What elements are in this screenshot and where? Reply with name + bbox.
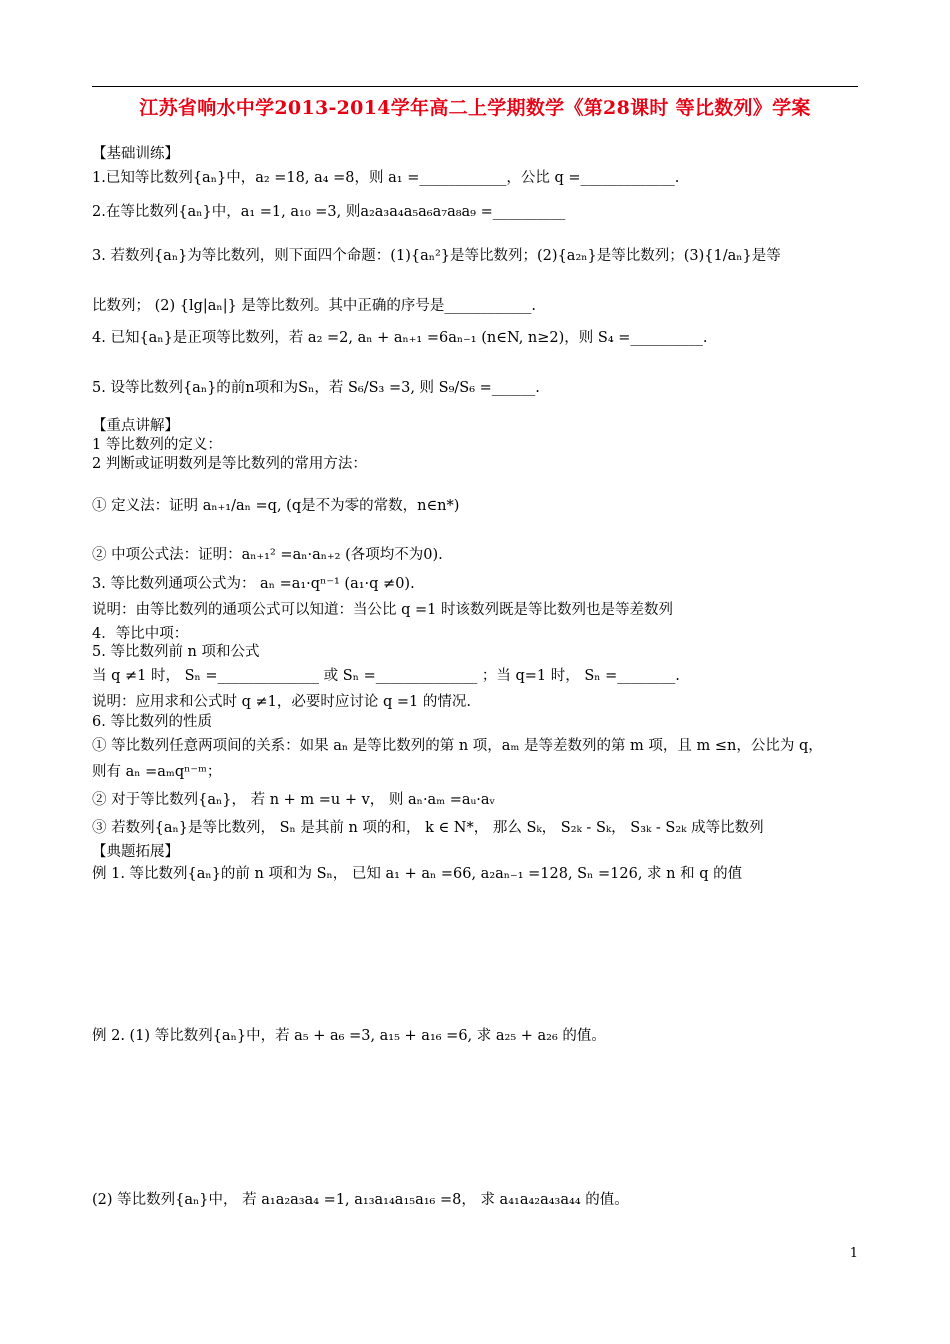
geometric-mean-heading: 4．等比中项： bbox=[92, 626, 189, 642]
section-examples: 【典题拓展】 bbox=[92, 844, 179, 860]
section-basic-training: 【基础训练】 bbox=[92, 146, 179, 162]
problem-5: 5. 设等比数列{aₙ}的前n项和为Sₙ，若 S₆/S₃ =3, 则 S₉/S₆ =______. bbox=[92, 380, 540, 396]
sum-formula-heading: 5. 等比数列前 n 项和公式 bbox=[92, 644, 260, 660]
method-definition: ① 定义法：证明 aₙ₊₁/aₙ =q, (q是不为零的常数，n∈n*) bbox=[92, 498, 460, 514]
general-term-formula: 3. 等比数列通项公式为： aₙ =a₁·qⁿ⁻¹ (a₁·q ≠0). bbox=[92, 576, 415, 592]
example-2-part-1: 例 2. (1) 等比数列{aₙ}中，若 a₅ + a₆ =3, a₁₅ + a₁₆ =6, 求 a₂₅ + a₂₆ 的值。 bbox=[92, 1028, 606, 1044]
property-1: ① 等比数列任意两项间的关系：如果 aₙ 是等比数列的第 n 项，aₘ 是等差数列的第 m 项，且 m ≤n，公比为 q， bbox=[92, 738, 823, 754]
property-1-formula: 则有 aₙ =aₘqⁿ⁻ᵐ； bbox=[92, 764, 222, 780]
example-2-part-2: (2) 等比数列{aₙ}中， 若 a₁a₂a₃a₄ =1, a₁₃a₁₄a₁₅a₁₆ =8， 求 a₄₁a₄₂a₄₃a₄₄ 的值。 bbox=[92, 1192, 629, 1208]
methods-heading: 2 判断或证明数列是等比数列的常用方法： bbox=[92, 456, 367, 472]
problem-2: 2.在等比数列{aₙ}中，a₁ =1, a₁₀ =3, 则a₂a₃a₄a₅a₆a₇a₈a₉ =__________ bbox=[92, 204, 566, 220]
example-1: 例 1. 等比数列{aₙ}的前 n 项和为 Sₙ， 已知 a₁ + aₙ =66, a₂aₙ₋₁ =128, Sₙ =126, 求 n 和 q 的值 bbox=[92, 866, 743, 882]
method-middle-term: ② 中项公式法：证明：aₙ₊₁² =aₙ·aₙ₊₂ (各项均不为0). bbox=[92, 547, 443, 563]
property-3: ③ 若数列{aₙ}是等比数列， Sₙ 是其前 n 项的和， k ∈ N*， 那么 Sₖ， S₂ₖ - Sₖ， S₃ₖ - S₂ₖ 成等比数列 bbox=[92, 820, 764, 836]
problem-3-line-2: 比数列； (2) {lg|aₙ|} 是等比数列。其中正确的序号是____________. bbox=[92, 298, 537, 314]
properties-heading: 6. 等比数列的性质 bbox=[92, 714, 212, 730]
section-key-points: 【重点讲解】 bbox=[92, 418, 179, 434]
problem-3-line-1: 3. 若数列{aₙ}为等比数列，则下面四个命题：(1){aₙ²}是等比数列；(2){a₂ₙ}是等比数列；(3){1/aₙ}是等 bbox=[92, 248, 781, 264]
sum-formula: 当 q ≠1 时， Sₙ =______________ 或 Sₙ =______________ ；当 q=1 时， Sₙ =________. bbox=[92, 668, 680, 684]
definition-heading: 1 等比数列的定义： bbox=[92, 437, 222, 453]
problem-4: 4. 已知{aₙ}是正项等比数列，若 a₂ =2, aₙ + aₙ₊₁ =6aₙ₋₁ (n∈N, n≥2)，则 S₄ =__________. bbox=[92, 330, 708, 346]
general-term-note: 说明：由等比数列的通项公式可以知道：当公比 q =1 时该数列既是等比数列也是等差数列 bbox=[92, 602, 673, 618]
property-2: ② 对于等比数列{aₙ}， 若 n + m =u + v， 则 aₙ·aₘ =aᵤ·aᵥ bbox=[92, 792, 495, 808]
document-title: 江苏省响水中学2013-2014学年高二上学期数学《第28课时 等比数列》学案 bbox=[139, 97, 811, 119]
header-rule bbox=[92, 86, 858, 87]
page-number: 1 bbox=[849, 1246, 858, 1261]
sum-formula-note: 说明：应用求和公式时 q ≠1，必要时应讨论 q =1 的情况. bbox=[92, 694, 471, 710]
problem-1: 1.已知等比数列{aₙ}中，a₂ =18, a₄ =8，则 a₁ =____________，公比 q =_____________. bbox=[92, 170, 680, 186]
